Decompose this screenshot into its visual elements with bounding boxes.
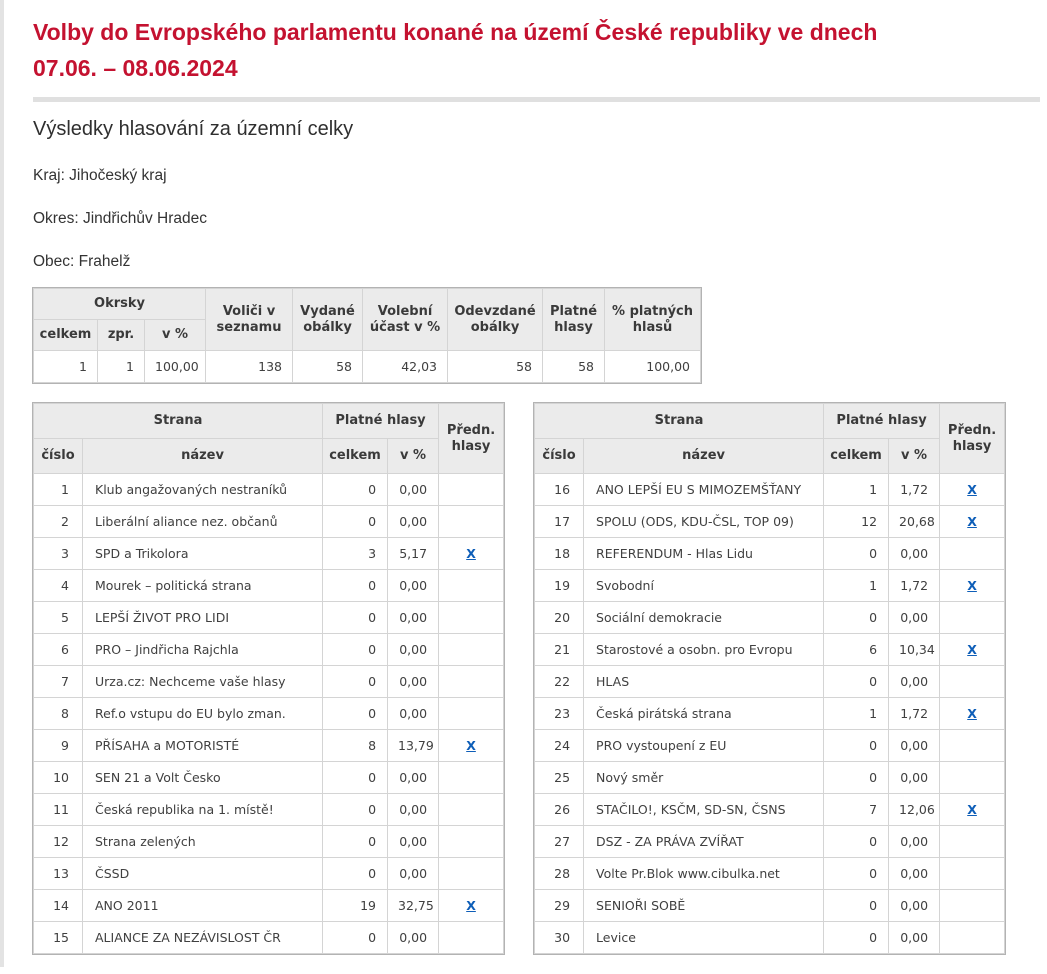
- table-row: [535, 794, 1005, 826]
- party-number-cell: 27: [535, 826, 584, 858]
- party-votes-cell: 0: [824, 858, 889, 890]
- table-row: [34, 570, 504, 602]
- pct-platnych-value: 100,00: [605, 351, 701, 383]
- party-name-cell: Starostové a osobn. pro Evropu: [584, 634, 824, 666]
- party-name-cell: SEN 21 a Volt Česko: [83, 762, 323, 794]
- party-number-cell: 10: [34, 762, 83, 794]
- party-name-cell: PRO – Jindřicha Rajchla: [83, 634, 323, 666]
- col-header-okrsky-zpr: zpr.: [98, 320, 145, 351]
- table-row: [535, 698, 1005, 730]
- table-row: [535, 890, 1005, 922]
- party-number-cell: 1: [34, 474, 83, 506]
- party-percent-cell: 1,72: [889, 474, 940, 506]
- party-number-cell: 18: [535, 538, 584, 570]
- party-percent-cell: 0,00: [889, 602, 940, 634]
- table-row: [34, 730, 504, 762]
- party-number-cell: 19: [535, 570, 584, 602]
- summary-table: [33, 288, 701, 383]
- party-votes-cell: 0: [323, 922, 388, 954]
- party-name-cell: PRO vystoupení z EU: [584, 730, 824, 762]
- party-votes-cell: 0: [824, 890, 889, 922]
- party-number-cell: 22: [535, 666, 584, 698]
- party-name-cell: ANO 2011: [83, 890, 323, 922]
- okrsky-celkem-value: 1: [34, 351, 98, 383]
- party-percent-cell: 32,75: [388, 890, 439, 922]
- party-percent-cell: 0,00: [889, 730, 940, 762]
- party-pref-cell: [439, 602, 504, 634]
- party-percent-cell: 0,00: [388, 794, 439, 826]
- col-header-platne-hlasy: Platné hlasy: [824, 404, 940, 439]
- party-pref-cell: [439, 634, 504, 666]
- party-number-cell: 4: [34, 570, 83, 602]
- party-percent-cell: 0,00: [388, 602, 439, 634]
- party-votes-cell: 7: [824, 794, 889, 826]
- party-votes-cell: 0: [824, 666, 889, 698]
- party-pref-cell: [439, 794, 504, 826]
- table-row: [34, 858, 504, 890]
- party-name-cell: Sociální demokracie: [584, 602, 824, 634]
- party-number-cell: 20: [535, 602, 584, 634]
- party-number-cell: 8: [34, 698, 83, 730]
- party-votes-cell: 0: [323, 858, 388, 890]
- party-votes-cell: 0: [323, 474, 388, 506]
- volici-value: 138: [206, 351, 293, 383]
- okres-line: Okres: Jindřichův Hradec: [33, 210, 208, 227]
- party-percent-cell: 0,00: [388, 474, 439, 506]
- party-percent-cell: 1,72: [889, 698, 940, 730]
- party-pref-cell: [439, 890, 504, 922]
- party-number-cell: 14: [34, 890, 83, 922]
- party-pref-cell: [439, 538, 504, 570]
- party-votes-cell: 0: [323, 826, 388, 858]
- preferential-votes-link[interactable]: X: [967, 514, 977, 529]
- table-row: [34, 602, 504, 634]
- table-row: [535, 570, 1005, 602]
- party-number-cell: 23: [535, 698, 584, 730]
- col-header-strana: Strana: [535, 404, 824, 439]
- table-row: [34, 506, 504, 538]
- party-votes-cell: 3: [323, 538, 388, 570]
- party-votes-cell: 6: [824, 634, 889, 666]
- odevzdane-obalky-value: 58: [448, 351, 543, 383]
- party-votes-cell: 0: [323, 698, 388, 730]
- party-name-cell: DSZ - ZA PRÁVA ZVÍŘAT: [584, 826, 824, 858]
- party-table-right: [534, 403, 1005, 954]
- obec-line: Obec: Frahelž: [33, 253, 131, 270]
- party-name-cell: Česká republika na 1. místě!: [83, 794, 323, 826]
- preferential-votes-link[interactable]: X: [967, 802, 977, 817]
- col-header-pct-platnych: % platných hlasů: [605, 289, 701, 351]
- col-header-nazev: název: [584, 439, 824, 474]
- table-row: [535, 474, 1005, 506]
- col-header-odevzdane-obalky: Odevzdané obálky: [448, 289, 543, 351]
- preferential-votes-link[interactable]: X: [466, 898, 476, 913]
- table-row: [535, 730, 1005, 762]
- table-row: [34, 922, 504, 954]
- party-votes-cell: 0: [824, 762, 889, 794]
- col-header-vpct: v %: [889, 439, 940, 474]
- party-name-cell: Mourek – politická strana: [83, 570, 323, 602]
- table-row: [34, 794, 504, 826]
- page-title: [33, 14, 1013, 86]
- table-row: [535, 506, 1005, 538]
- party-pref-cell: [439, 922, 504, 954]
- party-percent-cell: 12,06: [889, 794, 940, 826]
- platne-hlasy-value: 58: [543, 351, 605, 383]
- party-pref-cell: [439, 570, 504, 602]
- summary-row: [34, 351, 701, 383]
- party-name-cell: ALIANCE ZA NEZÁVISLOST ČR: [83, 922, 323, 954]
- party-name-cell: ČSSD: [83, 858, 323, 890]
- title-divider: [33, 97, 1040, 102]
- party-pref-cell: [940, 698, 1005, 730]
- party-percent-cell: 0,00: [388, 634, 439, 666]
- table-row: [34, 890, 504, 922]
- table-row: [34, 698, 504, 730]
- party-name-cell: Nový směr: [584, 762, 824, 794]
- party-number-cell: 24: [535, 730, 584, 762]
- party-name-cell: Urza.cz: Nechceme vaše hlasy: [83, 666, 323, 698]
- party-percent-cell: 0,00: [388, 506, 439, 538]
- col-header-okrsky: Okrsky: [34, 289, 206, 320]
- party-pref-cell: [940, 922, 1005, 954]
- party-percent-cell: 0,00: [388, 666, 439, 698]
- table-row: [535, 666, 1005, 698]
- party-pref-cell: [439, 698, 504, 730]
- party-percent-cell: 1,72: [889, 570, 940, 602]
- ucast-value: 42,03: [363, 351, 448, 383]
- party-pref-cell: [940, 538, 1005, 570]
- party-percent-cell: 0,00: [889, 538, 940, 570]
- party-votes-cell: 1: [824, 698, 889, 730]
- table-row: [535, 602, 1005, 634]
- party-name-cell: Ref.o vstupu do EU bylo zman.: [83, 698, 323, 730]
- party-name-cell: LEPŠÍ ŽIVOT PRO LIDI: [83, 602, 323, 634]
- party-name-cell: Volte Pr.Blok www.cibulka.net: [584, 858, 824, 890]
- party-number-cell: 7: [34, 666, 83, 698]
- party-percent-cell: 0,00: [388, 858, 439, 890]
- party-tables: [33, 403, 1047, 954]
- col-header-predn-hlasy: Předn. hlasy: [439, 404, 504, 474]
- col-header-nazev: název: [83, 439, 323, 474]
- party-percent-cell: 0,00: [388, 698, 439, 730]
- party-pref-cell: [940, 474, 1005, 506]
- party-number-cell: 3: [34, 538, 83, 570]
- col-header-platne-hlasy: Platné hlasy: [543, 289, 605, 351]
- col-header-vpct: v %: [388, 439, 439, 474]
- party-name-cell: Levice: [584, 922, 824, 954]
- party-pref-cell: [940, 858, 1005, 890]
- party-votes-cell: 0: [323, 666, 388, 698]
- party-votes-cell: 0: [323, 762, 388, 794]
- party-pref-cell: [940, 570, 1005, 602]
- party-number-cell: 25: [535, 762, 584, 794]
- party-name-cell: Strana zelených: [83, 826, 323, 858]
- party-votes-cell: 0: [323, 602, 388, 634]
- party-percent-cell: 0,00: [889, 922, 940, 954]
- page-edge-strip: [0, 0, 4, 967]
- party-votes-cell: 19: [323, 890, 388, 922]
- party-votes-cell: 1: [824, 474, 889, 506]
- party-votes-cell: 0: [824, 922, 889, 954]
- party-name-cell: Liberální aliance nez. občanů: [83, 506, 323, 538]
- party-pref-cell: [439, 826, 504, 858]
- party-pref-cell: [940, 890, 1005, 922]
- col-header-ucast: Volební účast v %: [363, 289, 448, 351]
- party-name-cell: ANO LEPŠÍ EU S MIMOZEMŠŤANY: [584, 474, 824, 506]
- page-title-line1: Volby do Evropského parlamentu konané na území České republiky ve dnech: [33, 19, 878, 45]
- party-number-cell: 30: [535, 922, 584, 954]
- party-table-left: [33, 403, 504, 954]
- party-pref-cell: [439, 730, 504, 762]
- party-pref-cell: [439, 762, 504, 794]
- party-pref-cell: [439, 858, 504, 890]
- table-row: [535, 858, 1005, 890]
- page-title-line2: 07.06. – 08.06.2024: [33, 55, 238, 81]
- col-header-celkem: celkem: [824, 439, 889, 474]
- party-pref-cell: [940, 730, 1005, 762]
- party-name-cell: Svobodní: [584, 570, 824, 602]
- party-percent-cell: 0,00: [889, 666, 940, 698]
- party-number-cell: 2: [34, 506, 83, 538]
- party-number-cell: 17: [535, 506, 584, 538]
- table-row: [34, 666, 504, 698]
- table-row: [34, 826, 504, 858]
- party-percent-cell: 20,68: [889, 506, 940, 538]
- col-header-cislo: číslo: [535, 439, 584, 474]
- party-name-cell: REFERENDUM - Hlas Lidu: [584, 538, 824, 570]
- party-votes-cell: 12: [824, 506, 889, 538]
- party-pref-cell: [940, 634, 1005, 666]
- party-percent-cell: 0,00: [388, 762, 439, 794]
- party-name-cell: PŘÍSAHA a MOTORISTÉ: [83, 730, 323, 762]
- preferential-votes-link[interactable]: X: [466, 546, 476, 561]
- party-percent-cell: 0,00: [388, 922, 439, 954]
- table-row: [34, 474, 504, 506]
- party-percent-cell: 0,00: [388, 826, 439, 858]
- section-title: Výsledky hlasování za územní celky: [33, 118, 354, 140]
- okrsky-vpct-value: 100,00: [145, 351, 206, 383]
- party-pref-cell: [439, 506, 504, 538]
- party-pref-cell: [940, 762, 1005, 794]
- party-name-cell: Česká pirátská strana: [584, 698, 824, 730]
- party-votes-cell: 8: [323, 730, 388, 762]
- party-name-cell: Klub angažovaných nestraníků: [83, 474, 323, 506]
- preferential-votes-link[interactable]: X: [967, 482, 977, 497]
- col-header-vydane-obalky: Vydané obálky: [293, 289, 363, 351]
- col-header-cislo: číslo: [34, 439, 83, 474]
- preferential-votes-link[interactable]: X: [967, 642, 977, 657]
- col-header-platne-hlasy: Platné hlasy: [323, 404, 439, 439]
- party-number-cell: 21: [535, 634, 584, 666]
- party-votes-cell: 0: [323, 506, 388, 538]
- party-pref-cell: [940, 602, 1005, 634]
- party-number-cell: 11: [34, 794, 83, 826]
- party-pref-cell: [940, 826, 1005, 858]
- col-header-okrsky-vpct: v %: [145, 320, 206, 351]
- party-pref-cell: [940, 794, 1005, 826]
- party-votes-cell: 1: [824, 570, 889, 602]
- vydane-obalky-value: 58: [293, 351, 363, 383]
- party-votes-cell: 0: [323, 570, 388, 602]
- party-name-cell: HLAS: [584, 666, 824, 698]
- party-percent-cell: 13,79: [388, 730, 439, 762]
- party-name-cell: SPOLU (ODS, KDU-ČSL, TOP 09): [584, 506, 824, 538]
- table-row: [535, 762, 1005, 794]
- table-row: [535, 826, 1005, 858]
- party-number-cell: 16: [535, 474, 584, 506]
- party-percent-cell: 0,00: [889, 826, 940, 858]
- party-number-cell: 15: [34, 922, 83, 954]
- party-votes-cell: 0: [323, 634, 388, 666]
- kraj-line: Kraj: Jihočeský kraj: [33, 167, 167, 184]
- party-percent-cell: 5,17: [388, 538, 439, 570]
- party-votes-cell: 0: [323, 794, 388, 826]
- table-row: [535, 922, 1005, 954]
- party-number-cell: 26: [535, 794, 584, 826]
- preferential-votes-link[interactable]: X: [967, 706, 977, 721]
- party-votes-cell: 0: [824, 538, 889, 570]
- party-pref-cell: [439, 474, 504, 506]
- party-pref-cell: [940, 666, 1005, 698]
- party-votes-cell: 0: [824, 826, 889, 858]
- party-percent-cell: 10,34: [889, 634, 940, 666]
- party-number-cell: 5: [34, 602, 83, 634]
- party-number-cell: 28: [535, 858, 584, 890]
- party-name-cell: SPD a Trikolora: [83, 538, 323, 570]
- party-number-cell: 13: [34, 858, 83, 890]
- party-percent-cell: 0,00: [388, 570, 439, 602]
- okrsky-zpr-value: 1: [98, 351, 145, 383]
- table-row: [535, 538, 1005, 570]
- party-number-cell: 12: [34, 826, 83, 858]
- party-percent-cell: 0,00: [889, 762, 940, 794]
- table-row: [34, 634, 504, 666]
- table-row: [34, 762, 504, 794]
- party-percent-cell: 0,00: [889, 890, 940, 922]
- party-votes-cell: 0: [824, 730, 889, 762]
- table-row: [34, 538, 504, 570]
- col-header-okrsky-celkem: celkem: [34, 320, 98, 351]
- col-header-strana: Strana: [34, 404, 323, 439]
- col-header-predn-hlasy: Předn. hlasy: [940, 404, 1005, 474]
- party-votes-cell: 0: [824, 602, 889, 634]
- party-pref-cell: [940, 506, 1005, 538]
- party-percent-cell: 0,00: [889, 858, 940, 890]
- party-number-cell: 9: [34, 730, 83, 762]
- party-number-cell: 29: [535, 890, 584, 922]
- party-name-cell: SENIOŘI SOBĚ: [584, 890, 824, 922]
- table-row: [535, 634, 1005, 666]
- preferential-votes-link[interactable]: X: [967, 578, 977, 593]
- party-pref-cell: [439, 666, 504, 698]
- party-name-cell: STAČILO!, KSČM, SD-SN, ČSNS: [584, 794, 824, 826]
- preferential-votes-link[interactable]: X: [466, 738, 476, 753]
- col-header-volici: Voliči v seznamu: [206, 289, 293, 351]
- party-number-cell: 6: [34, 634, 83, 666]
- col-header-celkem: celkem: [323, 439, 388, 474]
